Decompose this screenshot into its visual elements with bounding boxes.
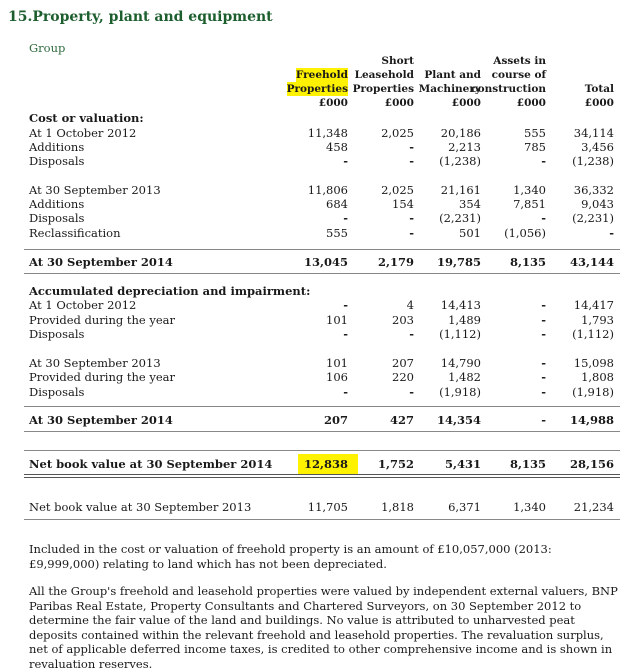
table-cell: - <box>409 211 414 225</box>
table-cell: (1,056) <box>504 226 546 240</box>
rule-nbv-prior <box>24 519 620 520</box>
table-cell: (1,112) <box>572 327 614 341</box>
table-cell: 11,348 <box>307 126 348 140</box>
table-cell: 101 <box>326 356 348 370</box>
table-cell: 555 <box>524 126 546 140</box>
table-cell: 458 <box>326 140 348 154</box>
table-cell: 1,752 <box>377 457 414 471</box>
table-cell: 1,793 <box>581 313 614 327</box>
table-cell: 555 <box>326 226 348 240</box>
row-label: Disposals <box>29 327 85 341</box>
table-cell: 28,156 <box>569 457 614 471</box>
column-header-line: Total <box>584 83 614 95</box>
column-header-line: Machinery <box>418 83 481 95</box>
table-cell: (1,112) <box>439 327 481 341</box>
table-cell: 1,808 <box>581 370 614 384</box>
table-cell: (1,238) <box>572 154 614 168</box>
table-cell: 34,114 <box>573 126 614 140</box>
table-cell: 14,413 <box>440 298 481 312</box>
rule-nbv-top <box>24 450 620 451</box>
table-cell: 14,790 <box>440 356 481 370</box>
table-cell: 220 <box>392 370 414 384</box>
row-label: Accumulated depreciation and impairment: <box>29 284 311 298</box>
table-cell: 8,135 <box>509 457 546 471</box>
row-label: Net book value at 30 September 2013 <box>29 500 252 514</box>
column-header-line: Properties <box>286 83 348 95</box>
table-cell: 14,417 <box>573 298 614 312</box>
table-cell: 43,144 <box>569 255 614 269</box>
table-cell: 1,340 <box>513 183 546 197</box>
column-header-line: Leasehold <box>354 69 414 81</box>
table-cell: - <box>343 154 348 168</box>
table-cell: 154 <box>392 197 414 211</box>
table-cell: 101 <box>326 313 348 327</box>
rule-cost-total-top <box>24 249 620 250</box>
table-cell: 19,785 <box>436 255 481 269</box>
table-cell: 106 <box>326 370 348 384</box>
table-cell: (2,231) <box>572 211 614 225</box>
group-label: Group <box>29 41 66 55</box>
column-unit: £000 <box>584 97 614 109</box>
table-cell: 14,354 <box>436 413 481 427</box>
column-header-line: Assets in <box>493 55 546 67</box>
table-cell: - <box>541 413 546 427</box>
table-cell: 12,838 <box>303 457 348 471</box>
rule-cost-total-bottom <box>24 273 620 274</box>
table-cell: 427 <box>389 413 414 427</box>
table-cell: 5,431 <box>444 457 481 471</box>
column-header-line: Properties <box>352 83 414 95</box>
row-label: At 30 September 2014 <box>29 413 173 427</box>
column-header-line: Plant and <box>424 69 481 81</box>
table-cell: 354 <box>459 197 481 211</box>
row-label: At 30 September 2014 <box>29 255 173 269</box>
table-cell: - <box>409 154 414 168</box>
table-cell: - <box>541 370 546 384</box>
table-cell: 2,025 <box>381 126 414 140</box>
table-cell: (2,231) <box>439 211 481 225</box>
table-cell: 1,489 <box>448 313 481 327</box>
table-cell: - <box>541 356 546 370</box>
table-cell: - <box>541 211 546 225</box>
row-label: Disposals <box>29 154 85 168</box>
table-cell: - <box>343 385 348 399</box>
row-label: At 1 October 2012 <box>29 126 137 140</box>
rule-dep-total-bottom <box>24 431 620 432</box>
column-unit: £000 <box>451 97 481 109</box>
column-header-line: Freehold <box>295 69 348 81</box>
table-cell: 2,213 <box>448 140 481 154</box>
table-cell: - <box>541 327 546 341</box>
row-label: Disposals <box>29 385 85 399</box>
table-cell: - <box>409 226 414 240</box>
table-cell: 3,456 <box>581 140 614 154</box>
rule-nbv-double <box>24 474 620 478</box>
table-cell: 501 <box>459 226 481 240</box>
table-cell: - <box>343 298 348 312</box>
table-cell: (1,918) <box>572 385 614 399</box>
column-unit: £000 <box>516 97 546 109</box>
column-unit: £000 <box>384 97 414 109</box>
table-cell: 11,705 <box>307 500 348 514</box>
table-cell: 1,340 <box>513 500 546 514</box>
row-label: Reclassification <box>29 226 121 240</box>
row-label: Net book value at 30 September 2014 <box>29 457 273 471</box>
column-header-line: course of <box>491 69 546 81</box>
table-cell: 785 <box>524 140 546 154</box>
table-cell: 207 <box>392 356 414 370</box>
table-cell: - <box>409 327 414 341</box>
table-cell: 15,098 <box>573 356 614 370</box>
table-cell: 684 <box>326 197 348 211</box>
table-cell: - <box>541 313 546 327</box>
table-cell: 21,161 <box>440 183 481 197</box>
table-cell: 13,045 <box>303 255 348 269</box>
table-cell: 11,806 <box>307 183 348 197</box>
table-cell: 2,179 <box>377 255 414 269</box>
row-label: Cost or valuation: <box>29 111 144 125</box>
rule-dep-total-top <box>24 406 620 407</box>
row-label: At 30 September 2013 <box>29 356 161 370</box>
table-cell: - <box>541 298 546 312</box>
table-cell: - <box>541 154 546 168</box>
row-label: At 30 September 2013 <box>29 183 161 197</box>
row-label: Additions <box>29 140 85 154</box>
row-label: Provided during the year <box>29 313 176 327</box>
table-cell: - <box>541 385 546 399</box>
column-header-line: Short <box>381 55 414 67</box>
table-cell: 14,988 <box>569 413 614 427</box>
table-cell: (1,918) <box>439 385 481 399</box>
table-cell: 1,482 <box>448 370 481 384</box>
paragraph-valuation: All the Group's freehold and leasehold properties were valued by independent external valuers, BNP Paribas Real Estate, Property Consultants and Chartered Surveyors, on 30 September 2012 to determine the fair value of the land and buildings. No value is attributed to unharvested peat deposits contained within the relevant freehold and leasehold properties. The revaluation surplus, net of applicable deferred income taxes, is credited to other comprehensive income and is shown in revaluation reserves. <box>29 584 618 671</box>
table-cell: - <box>343 327 348 341</box>
table-cell: 1,818 <box>381 500 414 514</box>
column-unit: £000 <box>318 97 348 109</box>
table-cell: - <box>409 385 414 399</box>
note-title: 15.Property, plant and equipment <box>8 9 273 25</box>
table-cell: 9,043 <box>581 197 614 211</box>
row-label: Disposals <box>29 211 85 225</box>
table-cell: 207 <box>323 413 348 427</box>
table-cell: 4 <box>406 298 414 312</box>
row-label: At 1 October 2012 <box>29 298 137 312</box>
table-cell: 20,186 <box>440 126 481 140</box>
table-cell: 36,332 <box>573 183 614 197</box>
paragraph-land: Included in the cost or valuation of freehold property is an amount of £10,057,000 (2013: £9,999,000) relating to land which has not been depreciated. <box>29 542 552 571</box>
table-cell: - <box>409 140 414 154</box>
row-label: Additions <box>29 197 85 211</box>
table-cell: 8,135 <box>509 255 546 269</box>
table-cell: 2,025 <box>381 183 414 197</box>
table-cell: 7,851 <box>513 197 546 211</box>
row-label: Provided during the year <box>29 370 176 384</box>
table-cell: 21,234 <box>573 500 614 514</box>
table-cell: (1,238) <box>439 154 481 168</box>
table-cell: - <box>343 211 348 225</box>
table-cell: - <box>609 226 614 240</box>
column-header-line: construction <box>471 83 546 95</box>
table-cell: 6,371 <box>448 500 481 514</box>
table-cell: 203 <box>392 313 414 327</box>
